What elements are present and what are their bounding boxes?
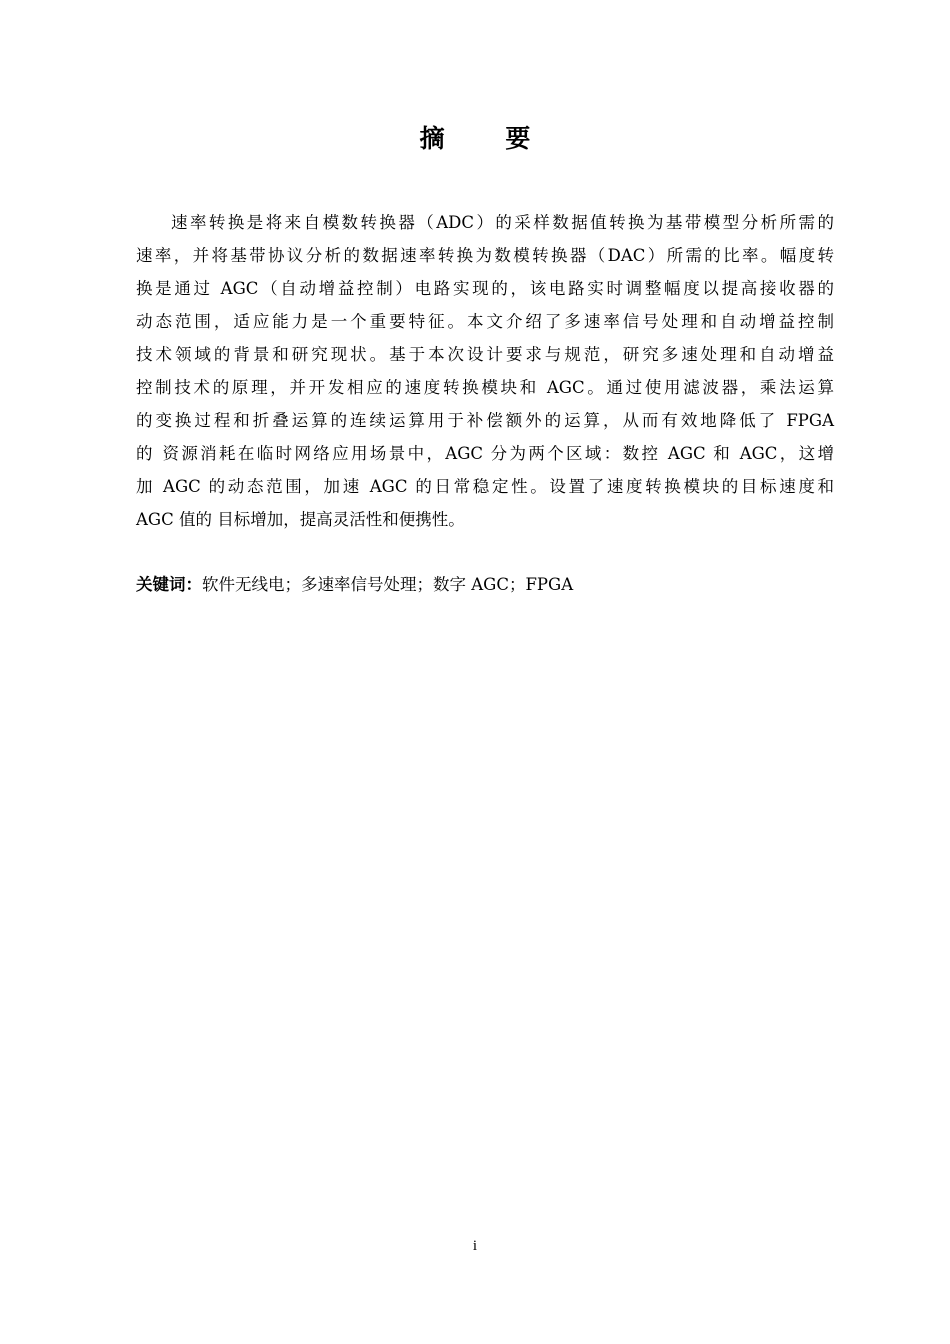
keywords-label: 关键词：: [136, 575, 202, 594]
abstract-line: 的 资源消耗在临时网络应用场景中，AGC 分为两个区域：数控 AGC 和 AGC，这增: [136, 444, 834, 463]
abstract-line: 技术领域的背景和研究现状。基于本次设计要求与规范，研究多速处理和自动增益: [136, 345, 834, 364]
abstract-body: [136, 206, 834, 536]
abstract-line: 的变换过程和折叠运算的连续运算用于补偿额外的运算，从而有效地降低了 FPGA: [136, 411, 834, 430]
abstract-line: 控制技术的原理，并开发相应的速度转换模块和 AGC。通过使用滤波器，乘法运算: [136, 378, 834, 397]
page-title: 摘 要: [419, 124, 557, 153]
keywords-value: 软件无线电；多速率信号处理；数字 AGC；FPGA: [202, 575, 574, 594]
abstract-line: 加 AGC 的动态范围，加速 AGC 的日常稳定性。设置了速度转换模块的目标速度和: [136, 477, 834, 496]
abstract-line: AGC 值的 目标增加，提高灵活性和便携性。: [136, 510, 465, 529]
abstract-line: 换是通过 AGC（自动增益控制）电路实现的，该电路实时调整幅度以提高接收器的: [136, 279, 834, 298]
abstract-line: 速率，并将基带协议分析的数据速率转换为数模转换器（DAC）所需的比率。幅度转: [136, 246, 834, 265]
abstract-line: 动态范围，适应能力是一个重要特征。本文介绍了多速率信号处理和自动增益控制: [136, 312, 834, 331]
abstract-line: 速率转换是将来自模数转换器（ADC）的采样数据值转换为基带模型分析所需的: [171, 213, 834, 232]
keywords: [136, 570, 573, 600]
page-number: i: [472, 1238, 478, 1254]
